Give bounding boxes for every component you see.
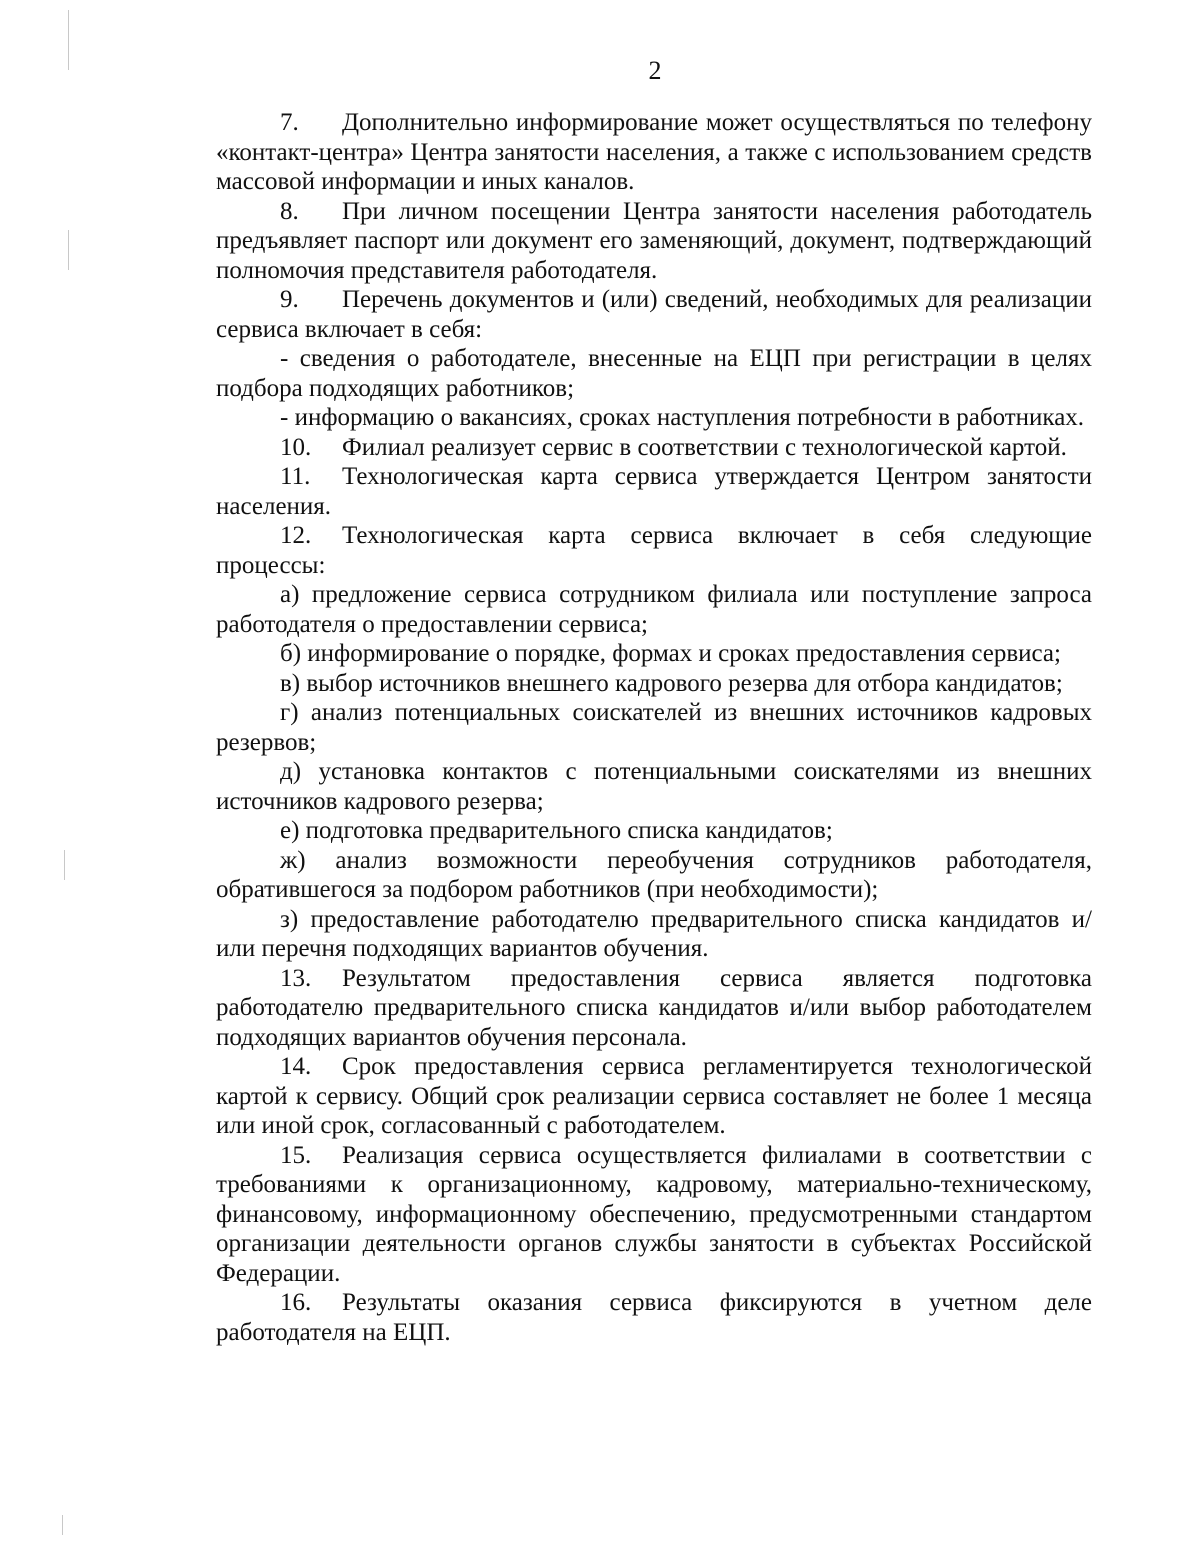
list-item: ж) анализ возможности переобучения сотрудников работодателя, обратившегося за подбором работников (при необходимости); [216, 846, 1092, 903]
page-number: 2 [648, 56, 662, 85]
paragraph-number: 11. [280, 463, 311, 490]
paragraph-8 [216, 197, 1092, 286]
paragraph-number: 8. [280, 197, 299, 225]
list-item: в) выбор источников внешнего кадрового резерва для отбора кандидатов; [280, 669, 1063, 697]
paragraph-text: Перечень документов и (или) сведений, необходимых для реализации сервиса включает в себя: [216, 286, 1092, 343]
paragraph-number: 15. [280, 1141, 312, 1169]
paragraph-number: 7. [280, 109, 299, 136]
scan-artifact-line [64, 850, 65, 880]
paragraph-text: Результатом предоставления сервиса является подготовка работодателю предварительного списка кандидатов и/или выбор работодателем подходящих вариантов обучения персонала. [216, 964, 1092, 1051]
paragraph-15 [216, 1141, 1092, 1289]
paragraph-9 [216, 285, 1092, 344]
paragraph-10 [216, 433, 1092, 463]
list-item: - сведения о работодателе, внесенные на ЕЦП при регистрации в целях подбора подходящих работников; [216, 345, 1092, 402]
scan-artifact-line [68, 230, 69, 270]
list-item: г) анализ потенциальных соискателей из внешних источников кадровых резервов; [216, 699, 1092, 756]
list-item: б) информирование о порядке, формах и сроках предоставления сервиса; [280, 640, 1061, 667]
paragraph-number: 13. [280, 964, 312, 992]
paragraph-14 [216, 1052, 1092, 1141]
paragraph-number: 16. [280, 1289, 312, 1316]
paragraph-16 [216, 1288, 1092, 1347]
list-item: - информацию о вакансиях, сроках наступления потребности в работниках. [280, 404, 1085, 431]
paragraph-text: Срок предоставления сервиса регламентируется технологической картой к сервису. Общий срок реализации сервиса составляет не более 1 месяца или иной срок, согласованный с работодателем. [216, 1053, 1092, 1139]
list-item: з) предоставление работодателю предварительного списка кандидатов и/или перечня подходящих вариантов обучения. [216, 905, 1092, 962]
paragraph-7 [216, 108, 1092, 197]
paragraph-text: Результаты оказания сервиса фиксируются в учетном деле работодателя на ЕЦП. [216, 1289, 1092, 1346]
list-item: д) установка контактов с потенциальными соискателями из внешних источников кадрового резерва; [216, 758, 1092, 815]
paragraph-number: 14. [280, 1053, 312, 1080]
paragraph-text: Технологическая карта сервиса утверждается Центром занятости населения. [216, 463, 1092, 520]
paragraph-11 [216, 462, 1092, 521]
list-item: е) подготовка предварительного списка кандидатов; [280, 817, 833, 844]
paragraph-text: Реализация сервиса осуществляется филиалами в соответствии с требованиями к организационному, кадровому, материально-техническому, финансовому, информационному обеспечению, предусмотренными стандартом организации деятельности органов службы занятости в субъектах Российской Федерации. [216, 1141, 1092, 1287]
paragraph-text: Технологическая карта сервиса включает в себя следующие процессы: [216, 522, 1092, 579]
scan-artifact-line [62, 1515, 63, 1535]
paragraph-12 [216, 521, 1092, 580]
paragraph-number: 10. [280, 433, 312, 461]
paragraph-text: Дополнительно информирование может осуществляться по телефону «контакт-центра» Центра занятости населения, а также с использованием средств массовой информации и иных каналов. [216, 109, 1092, 195]
paragraph-13 [216, 964, 1092, 1053]
paragraph-text: Филиал реализует сервис в соответствии с технологической картой. [342, 433, 1067, 461]
paragraph-number: 9. [280, 286, 299, 313]
paragraph-text: При личном посещении Центра занятости населения работодатель предъявляет паспорт или документ его заменяющий, документ, подтверждающий полномочия представителя работодателя. [216, 197, 1092, 284]
list-item: а) предложение сервиса сотрудником филиала или поступление запроса работодателя о предоставлении сервиса; [216, 581, 1092, 638]
paragraph-number: 12. [280, 522, 312, 549]
document-body [216, 108, 1092, 1347]
